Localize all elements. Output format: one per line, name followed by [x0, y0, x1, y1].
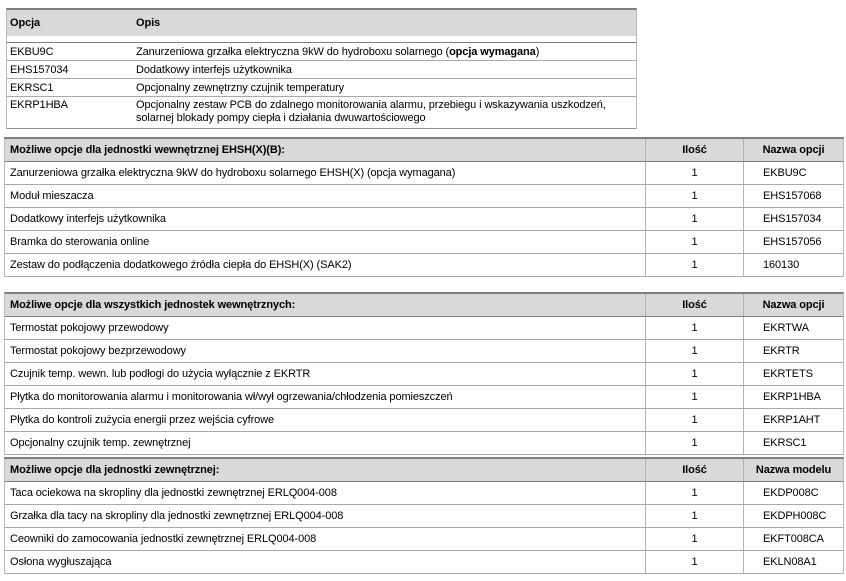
- option-desc-cell: Płytka do kontroli zużycia energii przez wejścia cyfrowe: [10, 414, 275, 426]
- option-code-cell: EKRSC1: [10, 81, 54, 94]
- option-name-cell: EHS157056: [743, 231, 843, 253]
- table-row: [5, 432, 843, 455]
- desc-text: Zanurzeniowa grzałka elektryczna 9kW do hydroboxu solarnego (: [136, 45, 450, 58]
- table-row: [5, 363, 843, 386]
- legend-row: [7, 61, 636, 79]
- legend-row: [7, 79, 636, 97]
- table-row: [5, 208, 843, 231]
- legend-col-opis: Opis: [136, 17, 161, 29]
- option-desc-cell: Czujnik temp. wewn. lub podłogi do użycia wyłącznie z EKRTR: [10, 368, 311, 380]
- option-desc-cell: Bramka do sterowania online: [10, 236, 150, 248]
- table-row: [5, 528, 843, 551]
- option-desc-cell: Opcjonalny czujnik temp. zewnętrznej: [10, 437, 191, 449]
- inner-unit-options-table: [4, 137, 844, 277]
- option-desc-cell: Grzałka dla tacy na skropliny dla jednostki zewnętrznej ERLQ004-008: [10, 510, 344, 522]
- qty-cell: 1: [645, 231, 743, 253]
- legend-row: [7, 43, 636, 61]
- option-desc-cell: Termostat pokojowy bezprzewodowy: [10, 345, 186, 357]
- table-row: [5, 340, 843, 363]
- qty-cell: 1: [645, 162, 743, 184]
- option-desc-cell: Ceowniki do zamocowania jednostki zewnętrznej ERLQ004-008: [10, 533, 317, 545]
- option-name-cell: EKRSC1: [743, 432, 843, 454]
- option-desc-cell: [136, 46, 636, 58]
- qty-column-header: Ilość: [645, 294, 743, 316]
- table-row: [5, 409, 843, 432]
- legend-row: [7, 97, 636, 129]
- option-desc-cell: Osłona wygłuszająca: [10, 556, 112, 568]
- qty-cell: 1: [645, 340, 743, 362]
- option-name-cell: EKRP1HBA: [743, 386, 843, 408]
- option-name-cell: EKLN08A1: [743, 551, 843, 573]
- table-header-row: [5, 294, 843, 317]
- option-name-cell: EKRTR: [743, 340, 843, 362]
- option-name-cell: EHS157068: [743, 185, 843, 207]
- outer-unit-options-table: [4, 457, 844, 574]
- qty-column-header: Ilość: [645, 139, 743, 161]
- table-row: [5, 231, 843, 254]
- option-desc-cell: Moduł mieszacza: [10, 190, 94, 202]
- option-desc-cell: Dodatkowy interfejs użytkownika: [10, 213, 166, 225]
- name-column-header: Nazwa opcji: [743, 294, 843, 316]
- legend-col-opcja: Opcja: [10, 17, 41, 29]
- qty-cell: 1: [645, 505, 743, 527]
- option-name-cell: 160130: [743, 254, 843, 276]
- legend-header-row: [7, 10, 636, 36]
- qty-cell: 1: [645, 386, 743, 408]
- table-row: [5, 386, 843, 409]
- qty-cell: 1: [645, 482, 743, 504]
- table-title: Możliwe opcje dla jednostki zewnętrznej:: [10, 464, 220, 476]
- desc-after-text: ): [535, 45, 540, 58]
- qty-cell: 1: [645, 208, 743, 230]
- option-desc-cell: Dodatkowy interfejs użytkownika: [136, 63, 292, 76]
- option-name-cell: EKRTWA: [743, 317, 843, 339]
- table-row: [5, 162, 843, 185]
- option-name-cell: EKRTETS: [743, 363, 843, 385]
- option-name-cell: EKBU9C: [743, 162, 843, 184]
- option-name-cell: EHS157034: [743, 208, 843, 230]
- table-title: Możliwe opcje dla jednostki wewnętrznej EHSH(X)(B):: [10, 144, 285, 156]
- table-row: [5, 317, 843, 340]
- table-row: [5, 551, 843, 574]
- option-name-cell: EKFT008CA: [743, 528, 843, 550]
- option-name-cell: EKDP008C: [743, 482, 843, 504]
- option-name-cell: EKDPH008C: [743, 505, 843, 527]
- option-code-cell: EHS157034: [10, 63, 69, 76]
- qty-cell: 1: [645, 409, 743, 431]
- qty-column-header: Ilość: [645, 459, 743, 481]
- name-column-header: Nazwa modelu: [743, 459, 843, 481]
- qty-cell: 1: [645, 528, 743, 550]
- table-row: [5, 185, 843, 208]
- table-title: Możliwe opcje dla wszystkich jednostek wewnętrznych:: [10, 299, 296, 311]
- options-legend-table: [6, 8, 637, 129]
- table-header-row: [5, 139, 843, 162]
- qty-cell: 1: [645, 254, 743, 276]
- qty-cell: 1: [645, 317, 743, 339]
- table-header-row: [5, 459, 843, 482]
- option-desc-cell: Zestaw do podłączenia dodatkowego źródła ciepła do EHSH(X) (SAK2): [10, 259, 352, 271]
- table-row: [5, 482, 843, 505]
- option-desc-cell: Płytka do monitorowania alarmu i monitorowania wł/wył ogrzewania/chłodzenia pomieszczeń: [10, 391, 453, 403]
- qty-cell: 1: [645, 185, 743, 207]
- option-code-cell: EKRP1HBA: [10, 99, 68, 111]
- qty-cell: 1: [645, 432, 743, 454]
- name-column-header: Nazwa opcji: [743, 139, 843, 161]
- table-row: [5, 254, 843, 277]
- option-desc-cell: Termostat pokojowy przewodowy: [10, 322, 169, 334]
- option-desc-cell: Opcjonalny zestaw PCB do zdalnego monitorowania alarmu, przebiegu i wskazywania uszkodzeń, solarnej blokady pompy ciepła i działania dwuwartościowego: [136, 99, 606, 124]
- option-desc-cell: Taca ociekowa na skropliny dla jednostki zewnętrznej ERLQ004-008: [10, 487, 337, 499]
- option-name-cell: EKRP1AHT: [743, 409, 843, 431]
- option-desc-cell: Zanurzeniowa grzałka elektryczna 9kW do hydroboxu solarnego EHSH(X) (opcja wymagana): [10, 167, 456, 179]
- desc-bold-text: opcja wymagana: [449, 45, 536, 58]
- qty-cell: 1: [645, 551, 743, 573]
- all-inner-units-options-table: [4, 292, 844, 455]
- legend-header-gap: [7, 36, 636, 43]
- qty-cell: 1: [645, 363, 743, 385]
- table-row: [5, 505, 843, 528]
- option-code-cell: EKBU9C: [10, 45, 54, 58]
- option-desc-cell: Opcjonalny zewnętrzny czujnik temperatury: [136, 81, 345, 94]
